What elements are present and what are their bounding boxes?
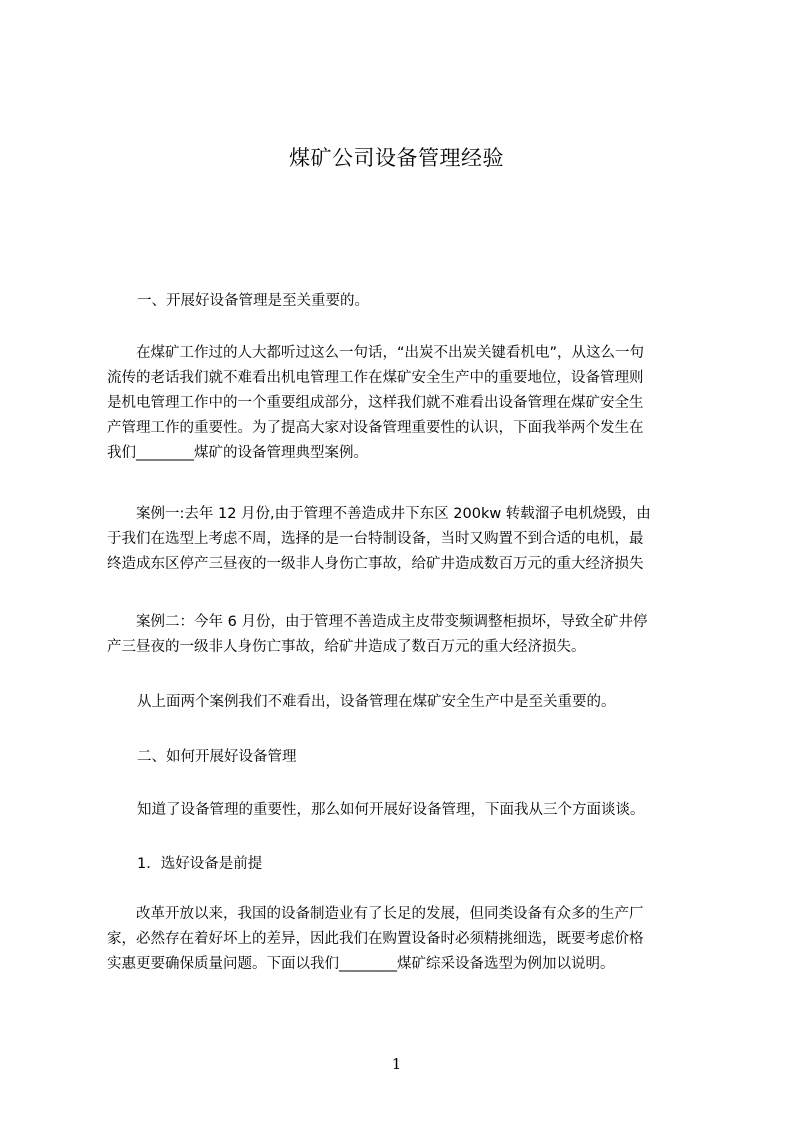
paragraph-case-2	[107, 610, 707, 660]
paragraph-conclusion: 从上面两个案例我们不难看出，设备管理在煤矿安全生产中是至关重要的。	[137, 694, 616, 710]
section-heading-2: 二、如何开展好设备管理	[137, 749, 297, 765]
paragraph-case-1	[107, 502, 707, 577]
paragraph-equipment	[107, 902, 707, 977]
paragraph-line: 是机电管理工作中的一个重要组成部分，这样我们就不难看出设备管理在煤矿安全生	[107, 395, 644, 411]
document-title: 煤矿公司设备管理经验	[289, 146, 504, 170]
paragraph-line: 实惠更要确保质量问题。下面以我们________煤矿综采设备选型为例加以说明。	[107, 956, 615, 972]
subsection-heading-1: 1．选好设备是前提	[137, 856, 263, 872]
paragraph-line: 产管理工作的重要性。为了提高大家对设备管理重要性的认识，下面我举两个发生在	[107, 420, 644, 436]
paragraph-line: 我们________煤矿的设备管理典型案例。	[107, 445, 368, 461]
paragraph-line: 于我们在选型上考虑不周，选择的是一台特制设备，当时又购置不到合适的电机，最	[107, 531, 644, 547]
paragraph-line: 产三昼夜的一级非人身伤亡事故，给矿井造成了数百万元的重大经济损失。	[107, 639, 586, 655]
paragraph-line: 案例一:去年 12 月份,由于管理不善造成井下东区 200kw 转载溜子电机烧毁，由	[107, 506, 651, 522]
section-heading-1: 一、开展好设备管理是至关重要的。	[137, 293, 369, 309]
paragraph-line: 流传的老话我们就不难看出机电管理工作在煤矿安全生产中的重要地位，设备管理则	[107, 370, 644, 386]
paragraph-line: 改革开放以来，我国的设备制造业有了长足的发展，但同类设备有众多的生产厂	[107, 906, 644, 922]
paragraph-1	[107, 341, 707, 466]
paragraph-intro-2: 知道了设备管理的重要性，那么如何开展好设备管理，下面我从三个方面谈谈。	[137, 802, 645, 818]
paragraph-line: 终造成东区停产三昼夜的一级非人身伤亡事故，给矿井造成数百万元的重大经济损失	[107, 556, 644, 572]
paragraph-line: 家，必然存在着好坏上的差异，因此我们在购置设备时必须精挑细选，既要考虑价格	[107, 931, 644, 947]
paragraph-line: 在煤矿工作过的人大都听过这么一句话，“出炭不出炭关键看机电”，从这么一句	[107, 345, 645, 361]
page-number: 1	[391, 1055, 402, 1073]
paragraph-line: 案例二：今年 6 月份，由于管理不善造成主皮带变频调整柜损坏，导致全矿井停	[107, 614, 648, 630]
